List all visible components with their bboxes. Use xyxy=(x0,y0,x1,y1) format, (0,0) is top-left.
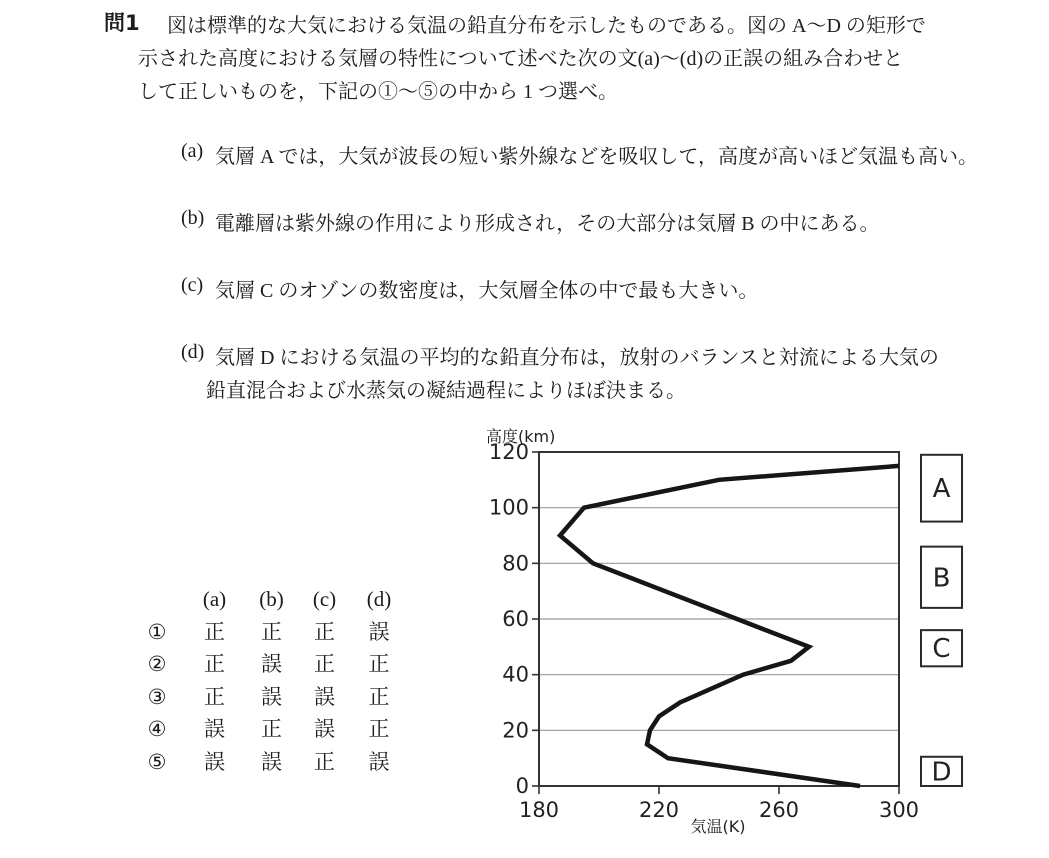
statement-b-text: 電離層は紫外線の作用により形成され，その大部分は気層 B の中にある。 xyxy=(215,213,880,235)
answer-table-header-b: (b) xyxy=(259,587,284,611)
option-5-number: ⑤ xyxy=(147,749,167,774)
statement-b xyxy=(181,207,880,236)
option-5-d: 誤 xyxy=(368,749,390,774)
x-tick-label-180: 180 xyxy=(518,798,560,822)
statement-a-label: (a) xyxy=(181,140,204,162)
answer-table-header-a: (a) xyxy=(202,587,227,611)
statement-d-text-line-1: 気層 D における気温の平均的な鉛直分布は，放射のバランスと対流による大気の xyxy=(215,347,939,369)
option-3-a: 正 xyxy=(204,684,225,709)
statement-c-text: 気層 C のオゾンの数密度は，大気層全体の中で最も大きい。 xyxy=(215,280,759,302)
option-4-a: 誤 xyxy=(204,717,225,741)
option-1-b: 正 xyxy=(261,619,282,644)
y-tick-label-120: 120 xyxy=(488,440,529,464)
option-5-a: 誤 xyxy=(204,749,225,774)
y-tick-label-80: 80 xyxy=(502,551,529,576)
statement-a xyxy=(181,140,978,169)
statement-c-label: (c) xyxy=(181,274,204,296)
statement-d-text-line-2: 鉛直混合および水蒸気の凝結過程によりほぼ決まる。 xyxy=(206,380,686,402)
option-4-c: 誤 xyxy=(314,717,335,741)
layer-box-label-A: A xyxy=(932,474,951,505)
y-tick-label-100: 100 xyxy=(488,495,529,520)
option-2-a: 正 xyxy=(204,652,225,676)
option-1-c: 正 xyxy=(314,619,335,644)
question-number: 問1 xyxy=(104,11,140,35)
option-5-c: 正 xyxy=(314,749,335,774)
option-2-number: ② xyxy=(147,652,167,676)
statement-c xyxy=(181,274,758,303)
y-tick-label-20: 20 xyxy=(502,718,529,743)
option-1-number: ① xyxy=(147,619,167,644)
answer-table-header-c: (c) xyxy=(312,587,337,611)
y-tick-label-60: 60 xyxy=(502,607,529,631)
statement-a-text: 気層 A では，大気が波長の短い紫外線などを吸収して，高度が高いほど気温も高い。 xyxy=(215,146,978,168)
answer-table-corner xyxy=(130,583,184,616)
option-4-d: 正 xyxy=(368,717,390,741)
y-tick-label-40: 40 xyxy=(502,662,529,687)
option-3-c: 誤 xyxy=(314,684,335,709)
x-tick-label-260: 260 xyxy=(758,798,800,822)
statement-d-label: (d) xyxy=(181,341,205,363)
answer-table-header-d: (d) xyxy=(366,587,392,611)
temperature-curve xyxy=(560,466,899,786)
x-tick-label-300: 300 xyxy=(878,798,920,822)
statement-d xyxy=(181,341,939,370)
y-tick-label-0: 0 xyxy=(515,774,529,798)
layer-box-label-B: B xyxy=(932,563,951,594)
option-1-a: 正 xyxy=(204,619,225,644)
option-3-number: ③ xyxy=(147,684,167,709)
option-4-b: 正 xyxy=(261,717,282,741)
option-3-b: 誤 xyxy=(261,684,282,709)
y-axis-title: 高度(km) xyxy=(486,427,556,446)
temperature-profile-chart xyxy=(460,418,1049,858)
option-4-number: ④ xyxy=(147,717,167,741)
answer-table xyxy=(130,583,407,778)
option-2-c: 正 xyxy=(314,652,335,676)
option-5-b: 誤 xyxy=(261,749,282,774)
statement-b-label: (b) xyxy=(181,207,205,229)
x-axis-title: 気温(K) xyxy=(690,817,746,836)
option-3-d: 正 xyxy=(368,684,390,709)
x-tick-label-220: 220 xyxy=(638,798,680,822)
question-line-2: 示された高度における気層の特性について述べた次の文(a)～(d)の正誤の組み合わせと xyxy=(138,48,904,70)
question-line-3: して正しいものを，下記の①～⑤の中から 1 つ選べ。 xyxy=(138,81,618,103)
question-line-1: 図は標準的な大気における気温の鉛直分布を示したものである。図の A～D の矩形で xyxy=(167,15,926,37)
option-1-d: 誤 xyxy=(368,619,390,644)
layer-box-label-D: D xyxy=(931,757,952,788)
layer-box-label-C: C xyxy=(932,634,951,665)
option-2-d: 正 xyxy=(368,652,390,676)
option-2-b: 誤 xyxy=(261,652,282,676)
